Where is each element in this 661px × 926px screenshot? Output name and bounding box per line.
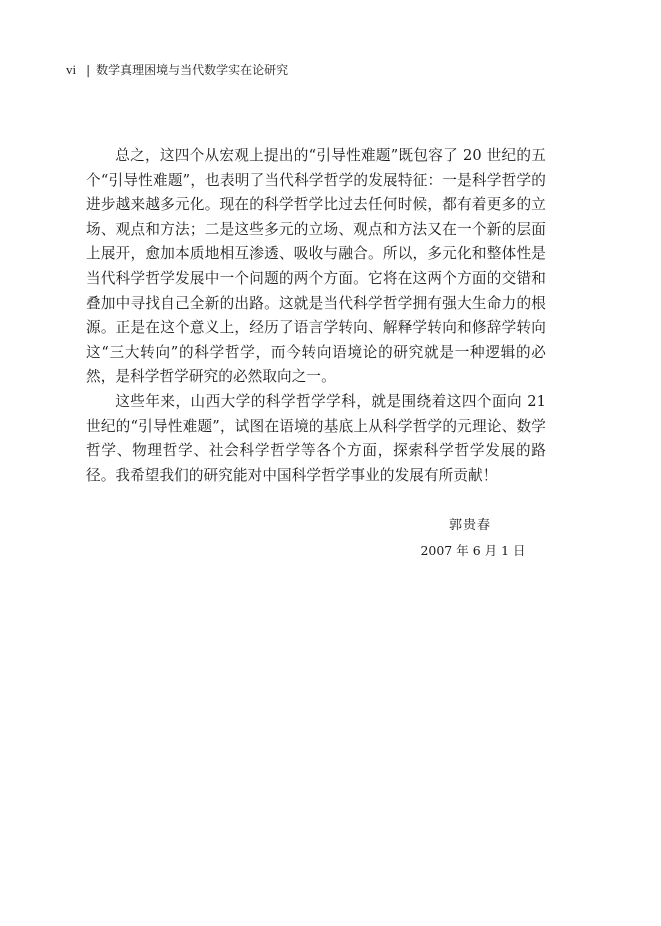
running-head [66,62,288,78]
paragraph-1: 总之，这四个从宏观上提出的“引导性难题”既包容了 20 世纪的五个“引导性难题”，也表明了当代科学哲学的发展特征：一是科学哲学的进步越来越多元化。现在的科学哲学比过去任何时候，都有着更多的立场、观点和方法；二是这些多元的立场、观点和方法又在一个新的层面上展开，愈加本质地相互渗透、吸收与融合。所以，多元化和整体性是当代科学哲学发展中一个问题的两个方面。它将在这两个方面的交错和叠加中寻找自己全新的出路。这就是当代科学哲学拥有强大生命力的根源。正是在这个意义上，经历了语言学转向、解释学转向和修辞学转向这“三大转向”的科学哲学，而今转向语境论的研究就是一种逻辑的必然，是科学哲学研究的必然取向之一。 [86,147,546,386]
book-title: 数学真理困境与当代数学实在论研究 [96,63,289,77]
running-head-separator: | [86,63,91,77]
paragraph-2: 这些年来，山西大学的科学哲学学科，就是围绕着这四个面向 21 世纪的“引导性难题”，试图在语境的基底上从科学哲学的元理论、数学哲学、物理哲学、社会科学哲学等各个方面，探索科学哲学发展的路径。我希望我们的研究能对中国科学哲学事业的发展有所贡献！ [86,392,546,484]
body-text [86,144,546,488]
signature-date: 2007 年 6 月 1 日 [420,543,526,558]
page-number: vi [66,62,77,77]
author-signature: 郭贵春 [448,518,491,533]
